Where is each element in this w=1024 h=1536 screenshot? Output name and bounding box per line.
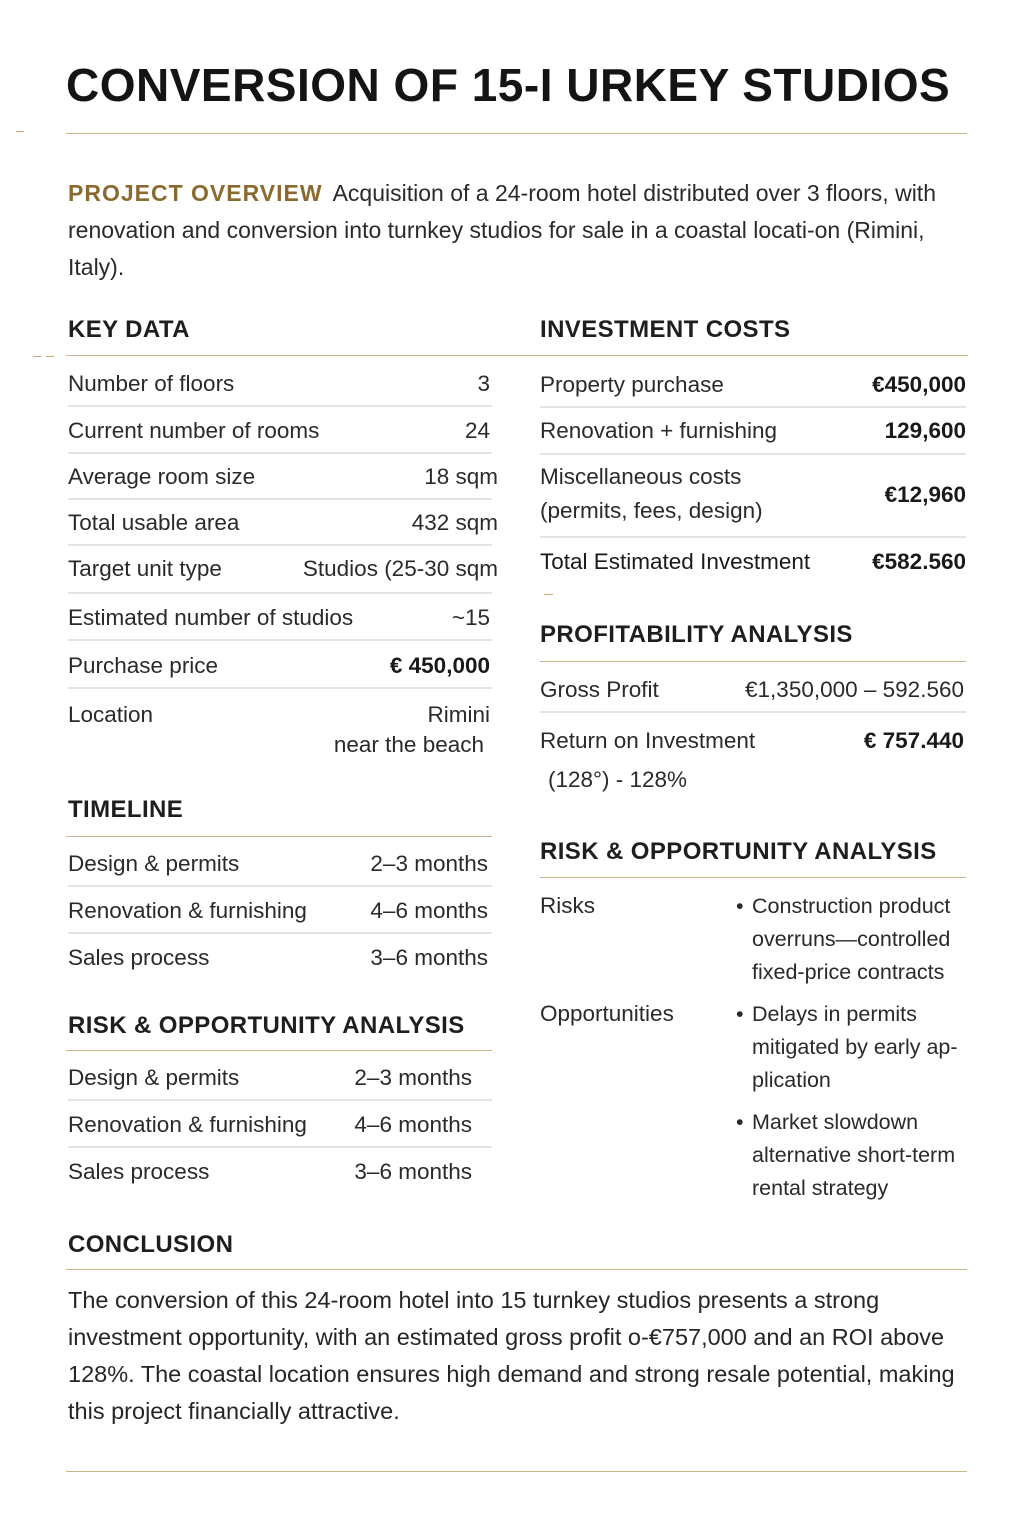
- overview-text: Acquisition of a 24-room hotel distributed over 3 floors, with renovation and conversion into turnkey studios for sale in a coastal locati-on (Rimini, Italy).: [68, 180, 936, 280]
- investment-value: €450,000: [872, 372, 966, 397]
- key-data-row: [68, 556, 498, 586]
- investment-label: Renovation + furnishing: [540, 418, 778, 443]
- key-data-row: [68, 605, 490, 635]
- row-separator: [68, 1099, 492, 1101]
- key-data-label: Target unit type: [68, 556, 222, 581]
- row-separator: [68, 687, 492, 689]
- row-separator: [68, 405, 492, 407]
- conclusion-text: The conversion of this 24-room hotel into 15 turnkey studios presents a strong investment opportunity, with an estimated gross profit o-€757,000 and an ROI above 128%. The coastal location ensures high demand and strong resale potential, making this project financially attractive.: [68, 1287, 955, 1424]
- key-data-value: Rimini: [427, 702, 490, 727]
- risk-left-row: [68, 1112, 472, 1142]
- row-separator: [68, 932, 492, 934]
- project-overview: [68, 175, 973, 286]
- page-title: CONVERSION OF 15-I URKEY STUDIOS: [66, 59, 951, 111]
- row-separator: [68, 639, 492, 641]
- key-data-row: [68, 653, 490, 683]
- timeline-value: 4–6 months: [370, 898, 488, 923]
- key-data-value: 24: [464, 418, 490, 443]
- conclusion-heading: CONCLUSION: [68, 1231, 234, 1258]
- section-divider: [540, 661, 966, 662]
- investment-value: €12,960: [884, 482, 966, 507]
- risks-label: Risks: [540, 893, 595, 918]
- row-separator: [540, 536, 966, 538]
- timeline-label: Sales process: [68, 945, 210, 970]
- timeline-label: Design & permits: [68, 851, 240, 876]
- key-data-label: Location: [68, 702, 154, 727]
- key-data-value: 3: [477, 371, 490, 396]
- timeline-row: [68, 898, 488, 928]
- footer-divider: [66, 1471, 967, 1472]
- bullet-icon: •: [736, 1110, 744, 1134]
- investment-total-row: [540, 549, 966, 579]
- section-divider: [66, 1269, 967, 1270]
- key-data-row: [68, 510, 498, 540]
- bullet-icon: •: [736, 1002, 744, 1026]
- key-data-label: Estimated number of studios: [68, 605, 354, 630]
- decorative-tick: [33, 356, 41, 357]
- roi-row: [540, 728, 964, 798]
- risk-left-value: 4–6 months: [354, 1112, 472, 1137]
- risk-left-label: Design & permits: [68, 1065, 240, 1090]
- key-data-label: Purchase price: [68, 653, 219, 678]
- investment-row: [540, 464, 966, 530]
- key-data-row: [68, 464, 498, 494]
- row-separator: [540, 711, 966, 713]
- key-data-heading: KEY DATA: [68, 316, 190, 343]
- profitability-heading: PROFITABILITY ANALYSIS: [540, 621, 853, 648]
- key-data-row: [68, 702, 490, 762]
- roi-value: € 757.440: [863, 728, 964, 753]
- risk-left-label: Sales process: [68, 1159, 210, 1184]
- key-data-row: [68, 371, 490, 401]
- key-data-value: 18 sqm: [424, 464, 498, 489]
- roi-note: (128°) - 128%: [548, 767, 688, 792]
- section-divider: [66, 836, 492, 837]
- investment-value: 129,600: [884, 418, 966, 443]
- gross-profit-label: Gross Profit: [540, 677, 659, 702]
- key-data-label: Average room size: [68, 464, 256, 489]
- investment-total-value: €582.560: [872, 549, 966, 574]
- key-data-label: Number of floors: [68, 371, 235, 396]
- timeline-heading: TIMELINE: [68, 796, 184, 823]
- key-data-value-line2: near the beach: [333, 732, 484, 757]
- opportunity-bullet-item: [736, 1106, 997, 1205]
- row-separator: [68, 885, 492, 887]
- key-data-value: Studios (25-30 sqm: [302, 556, 498, 581]
- investment-label: Property purchase: [540, 372, 724, 397]
- gross-profit-row: [540, 677, 964, 707]
- bullet-text: Market slowdown alternative short-term rental strategy: [752, 1110, 956, 1200]
- timeline-row: [68, 945, 488, 975]
- risk-bullet-item: [736, 890, 992, 989]
- investment-heading: INVESTMENT COSTS: [540, 316, 791, 343]
- row-separator: [68, 544, 492, 546]
- investment-row: [540, 372, 966, 402]
- gross-profit-value: €1,350,000 – 592.560: [745, 677, 964, 702]
- purchase-price-value: € 450,000: [389, 653, 490, 678]
- opportunities-label: Opportunities: [540, 1001, 674, 1026]
- key-data-label: Total usable area: [68, 510, 240, 535]
- decorative-tick: [16, 131, 24, 132]
- investment-label: Miscellaneous costs: [540, 464, 742, 489]
- key-data-label: Current number of rooms: [68, 418, 320, 443]
- section-divider: [66, 1050, 492, 1051]
- investment-label-line2: (permits, fees, design): [540, 498, 763, 523]
- row-separator: [68, 498, 492, 500]
- timeline-value: 2–3 months: [370, 851, 488, 876]
- bullet-text: Construction product overruns—controlled fixed-price contracts: [752, 894, 951, 984]
- roi-label: Return on Investment: [540, 728, 756, 753]
- title-divider: [66, 133, 967, 134]
- risk-left-value: 3–6 months: [354, 1159, 472, 1184]
- risk-left-row: [68, 1159, 472, 1189]
- row-separator: [68, 1146, 492, 1148]
- opportunity-bullet-item: [736, 998, 982, 1097]
- row-separator: [68, 452, 492, 454]
- risk-left-row: [68, 1065, 472, 1095]
- decorative-tick: [46, 356, 54, 357]
- risk-left-label: Renovation & furnishing: [68, 1112, 307, 1137]
- key-data-value: ~15: [451, 605, 490, 630]
- timeline-value: 3–6 months: [370, 945, 488, 970]
- key-data-row: [68, 418, 490, 448]
- timeline-label: Renovation & furnishing: [68, 898, 307, 923]
- key-data-value: 432 sqm: [411, 510, 498, 535]
- decorative-tick: [544, 594, 553, 595]
- bullet-text: Delays in permits mitigated by early ap-plication: [752, 1002, 958, 1092]
- row-separator: [540, 406, 966, 408]
- section-divider: [66, 355, 968, 356]
- timeline-row: [68, 851, 488, 881]
- risk-left-value: 2–3 months: [354, 1065, 472, 1090]
- risk-right-heading: RISK & OPPORTUNITY ANALYSIS: [540, 838, 937, 865]
- risk-left-heading: RISK & OPPORTUNITY ANALYSIS: [68, 1012, 465, 1039]
- row-separator: [68, 592, 492, 594]
- overview-label: PROJECT OVERVIEW: [68, 180, 323, 206]
- investment-total-label: Total Estimated Investment: [540, 549, 811, 574]
- section-divider: [540, 877, 966, 878]
- investment-row: [540, 418, 966, 448]
- bullet-icon: •: [736, 894, 744, 918]
- row-separator: [540, 453, 966, 455]
